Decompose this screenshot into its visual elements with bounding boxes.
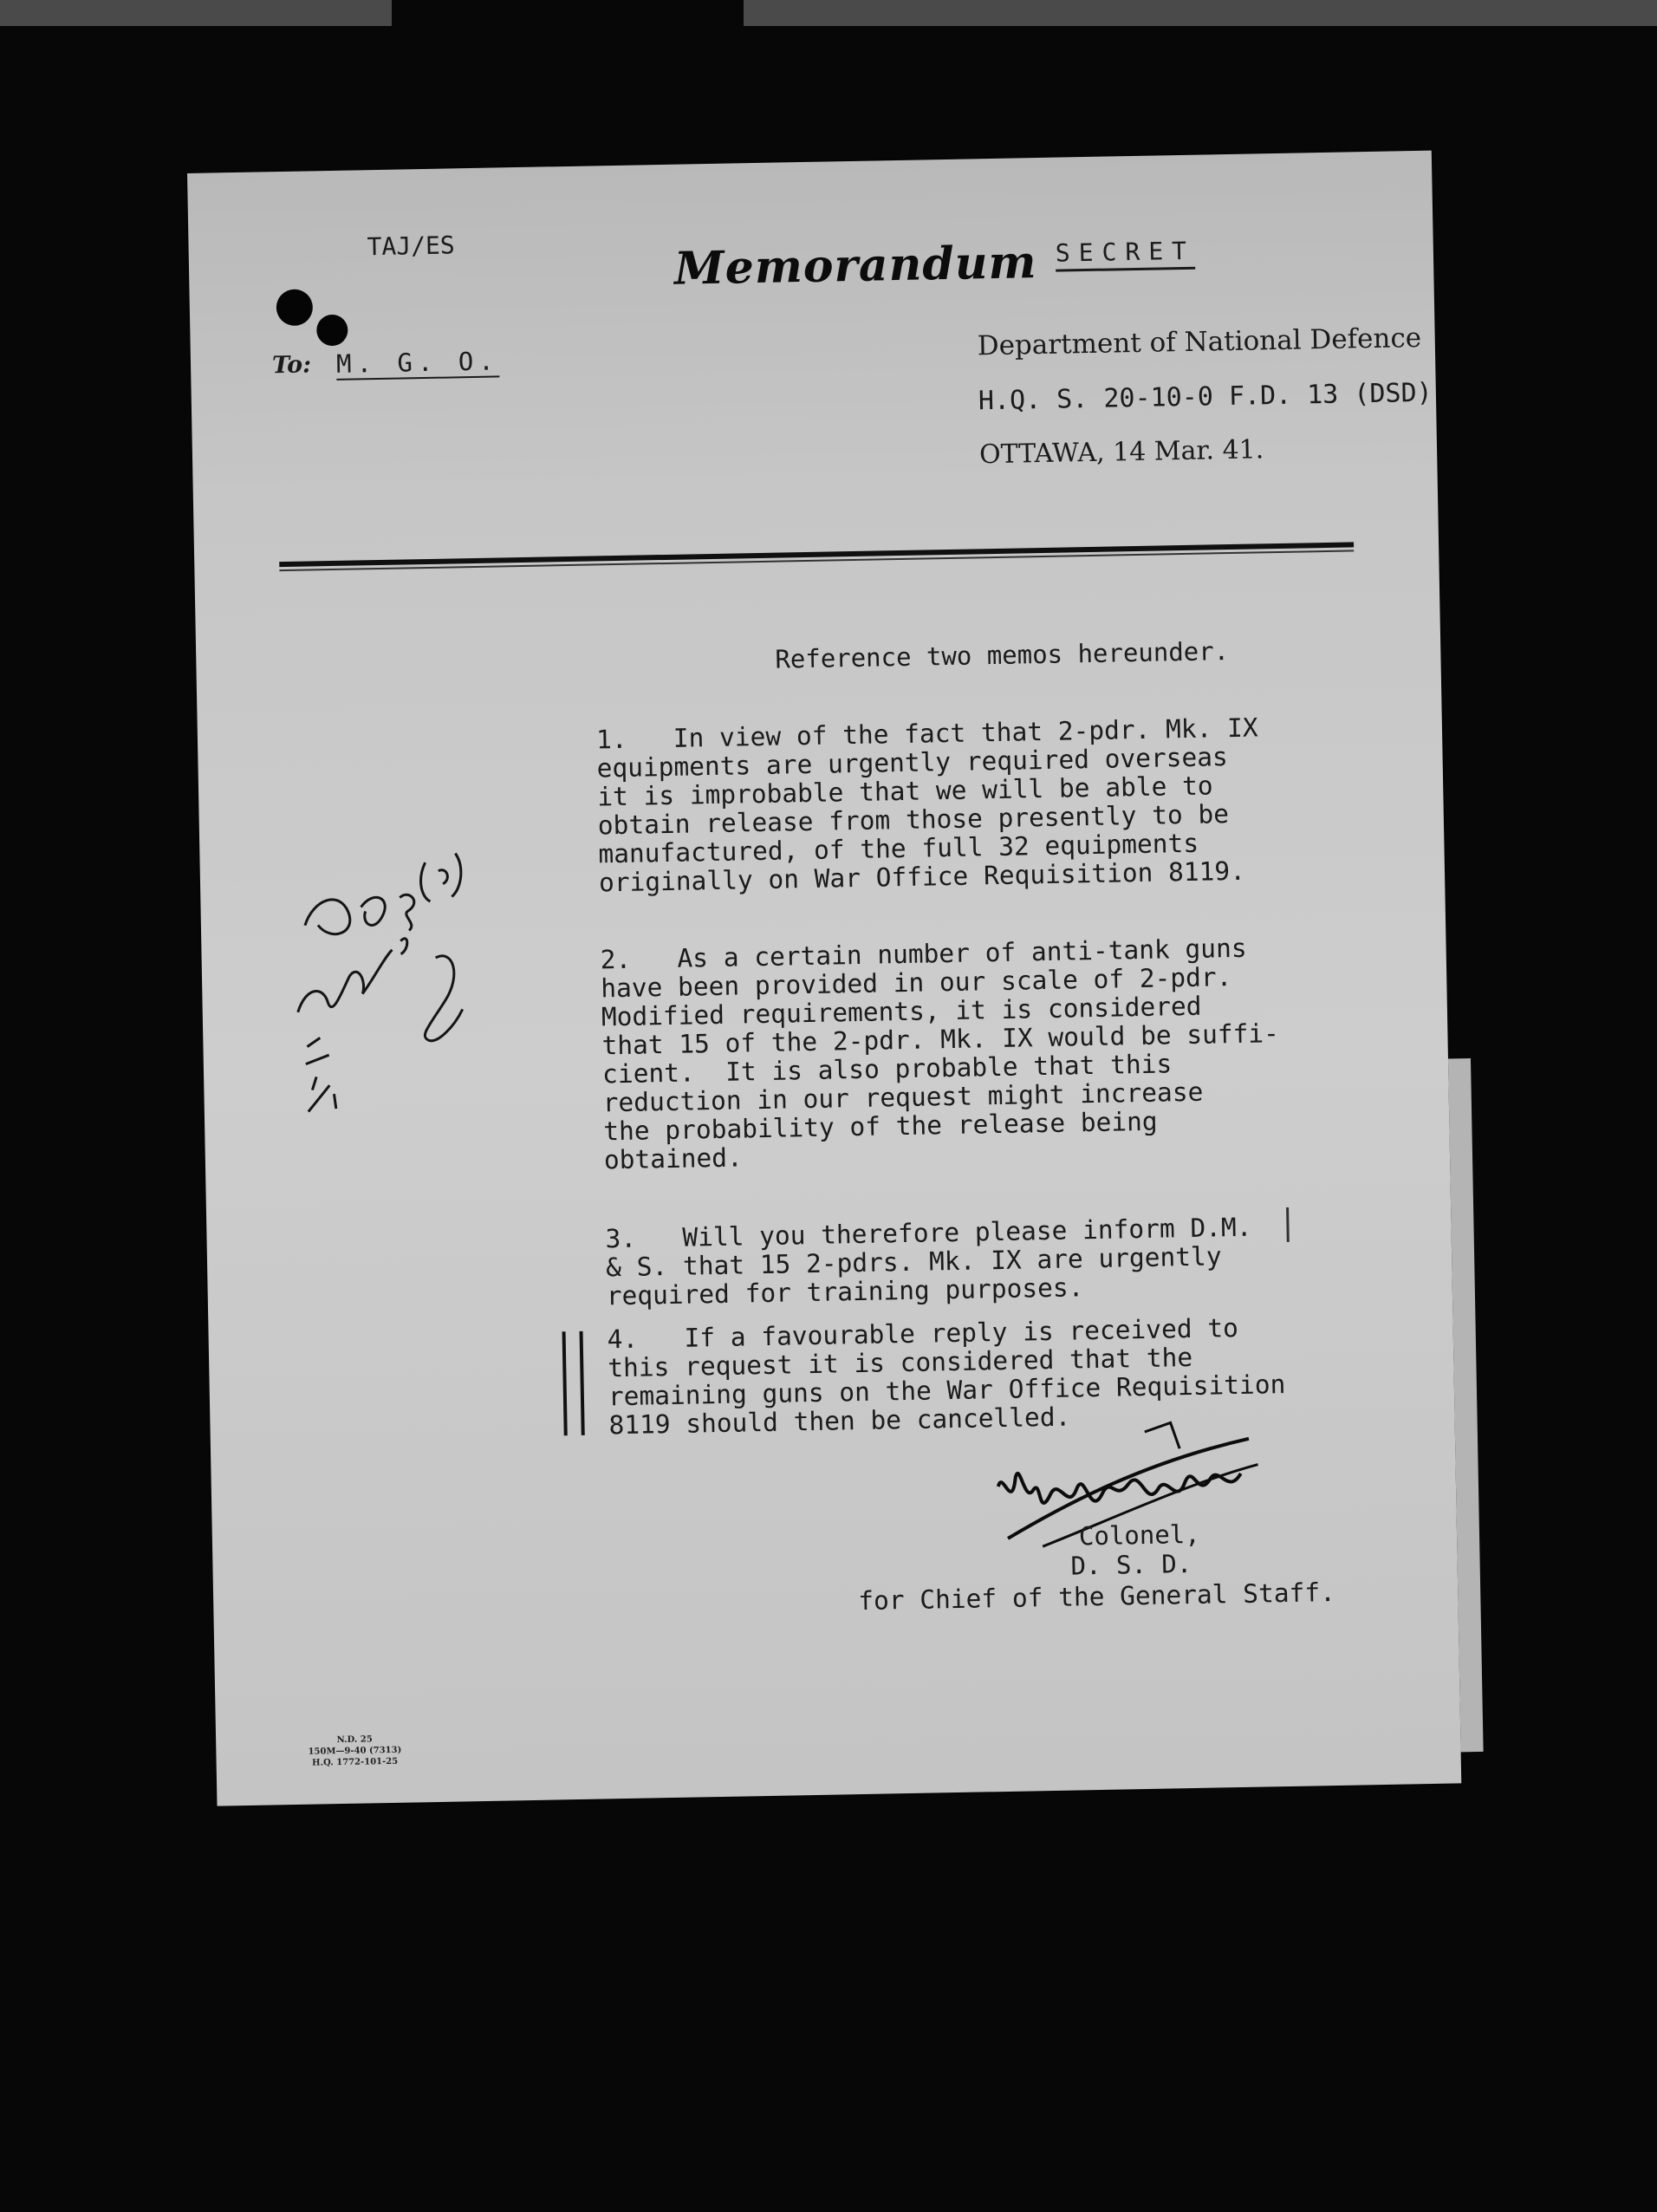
- form-number-line: N.D. 25: [336, 1734, 373, 1746]
- file-number: H.Q. S. 20-10-0 F.D. 13 (DSD): [978, 377, 1433, 417]
- signatory-rank: Colonel,: [1078, 1519, 1200, 1552]
- signatory-for-line: for Chief of the General Staff.: [858, 1578, 1336, 1617]
- form-number-line: 150M—9-40 (7313): [308, 1745, 402, 1757]
- paragraph-4: 4. If a favourable reply is received to this request it is considered that the remaining guns on the War Office Requisition 8119 should then be cancelled.: [607, 1313, 1286, 1441]
- addressee: M. G. O.: [335, 346, 500, 379]
- classification-mark: SECRET: [1056, 237, 1196, 272]
- handwritten-annotation: [277, 827, 491, 1116]
- department-name: Department of National Defence: [977, 322, 1422, 362]
- memorandum-sheet: [187, 151, 1461, 1806]
- paragraph-1: 1. In view of the fact that 2-pdr. Mk. IX equipments are urgently required overseas it is improbable that we will be able to obtain release from those presently to be manufactured, of the full 32 equipments originally on War Office Requisition 8119.: [595, 712, 1258, 898]
- reference-line: Reference two memos hereunder.: [775, 636, 1230, 674]
- memo-title: Memorandum: [673, 236, 1038, 296]
- to-label: To:: [271, 351, 312, 380]
- scan-edge-left: [0, 0, 392, 26]
- attached-sheet-edge: [1448, 1058, 1484, 1752]
- place-and-date: OTTAWA, 14 Mar. 41.: [978, 434, 1264, 471]
- paragraph-2: 2. As a certain number of anti-tank guns have been provided in our scale of 2-pdr. Modified requirements, it is considered that 15 of the 2-pdr. Mk. IX would be suffi- cient. It is also probable that this reduction in our request might increase the probability of the release being obtained.: [600, 933, 1280, 1175]
- form-number: [294, 1733, 416, 1769]
- paragraph-3: 3. Will you therefore please inform D.M. & S. that 15 2-pdrs. Mk. IX are urgently required for training purposes.: [605, 1212, 1252, 1311]
- signatory-directorate: D. S. D.: [1070, 1549, 1192, 1581]
- punch-hole: [276, 289, 313, 326]
- form-number-line: H.Q. 1772-101-25: [312, 1756, 399, 1768]
- scan-edge-right: [744, 0, 1657, 26]
- margin-sidebar-mark: [562, 1331, 585, 1435]
- reference-initials: TAJ/ES: [367, 231, 456, 262]
- punch-hole: [316, 315, 348, 347]
